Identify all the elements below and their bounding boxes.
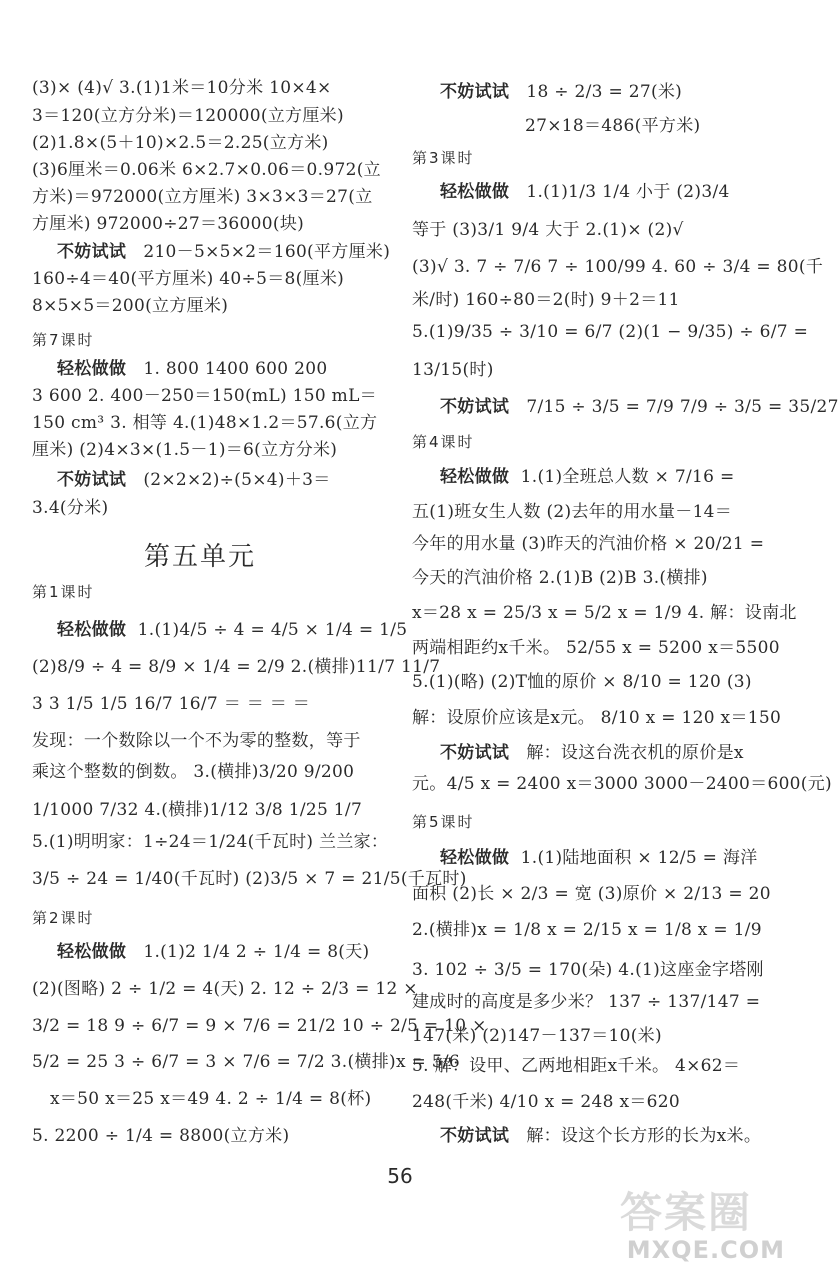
page-number: 56 bbox=[387, 1164, 413, 1188]
section-label: 不妨试试 bbox=[440, 82, 510, 102]
text-line: 五(1)班女生人数 (2)去年的用水量－14＝ bbox=[412, 502, 733, 522]
text-line: 面积 (2)长 × 2/3 = 宽 (3)原价 × 2/13 = 20 bbox=[412, 884, 771, 904]
text-line: 3.4(分米) bbox=[32, 498, 109, 518]
section-label: 不妨试试 bbox=[440, 743, 510, 763]
text-line: 发现：一个数除以一个不为零的整数，等于 bbox=[32, 731, 361, 751]
lesson-heading: 第7课时 bbox=[32, 331, 95, 349]
text-line: x＝50 x＝25 x＝49 4. 2 ÷ 1/4 = 8(杯) bbox=[50, 1089, 372, 1109]
unit-title: 第五单元 bbox=[143, 542, 256, 572]
text-line bbox=[57, 240, 390, 264]
lesson-heading: 第1课时 bbox=[32, 583, 95, 601]
lesson-heading: 第4课时 bbox=[412, 433, 475, 451]
text-line: 今年的用水量 (3)昨天的汽油价格 × 20/21 = bbox=[412, 534, 765, 554]
text-line: 3. 102 ÷ 3/5 = 170(朵) 4.(1)这座金字塔刚 bbox=[412, 960, 764, 980]
text-line: 3 3 1/5 1/5 16/7 16/7 ＝ ＝ ＝ ＝ bbox=[32, 694, 311, 714]
text-content: 18 ÷ 2/3 = 27(米) bbox=[526, 82, 683, 102]
section-label: 不妨试试 bbox=[57, 470, 127, 490]
text-content: 210－5×5×2＝160(平方厘米) bbox=[143, 242, 391, 262]
text-line: 方米)＝972000(立方厘米) 3×3×3＝27(立 bbox=[32, 187, 373, 207]
text-content: 7/15 ÷ 3/5 = 7/9 7/9 ÷ 3/5 = 35/27 bbox=[526, 397, 839, 417]
text-line: 3 600 2. 400－250＝150(mL) 150 mL＝ bbox=[32, 386, 377, 406]
text-line: 等于 (3)3/1 9/4 大于 2.(1)× (2)√ bbox=[412, 220, 684, 240]
section-label: 不妨试试 bbox=[440, 1126, 510, 1146]
text-line: x＝28 x = 25/3 x = 5/2 x = 1/9 4. 解：设南北 bbox=[412, 603, 797, 623]
text-line: 元。4/5 x = 2400 x＝3000 3000－2400＝600(元) bbox=[412, 774, 832, 794]
text-line: 248(千米) 4/10 x = 248 x＝620 bbox=[412, 1092, 681, 1112]
text-content: 1.(1)全班总人数 × 7/16 = bbox=[520, 467, 735, 487]
text-line: 5.(1)明明家：1÷24＝1/24(千瓦时) 兰兰家： bbox=[32, 832, 389, 852]
text-line: 3/5 ÷ 24 = 1/40(千瓦时) (2)3/5 × 7 = 21/5(千瓦时) bbox=[32, 869, 467, 889]
text-line: (2)1.8×(5＋10)×2.5＝2.25(立方米) bbox=[32, 133, 329, 153]
text-line: 米/时) 160÷80＝2(时) 9＋2＝11 bbox=[412, 290, 680, 310]
lesson-heading: 第3课时 bbox=[412, 149, 475, 167]
text-line: 2.(横排)x = 1/8 x = 2/15 x = 1/8 x = 1/9 bbox=[412, 920, 762, 940]
text-line: 160÷4＝40(平方厘米) 40÷5＝8(厘米) bbox=[32, 269, 345, 289]
section-label: 轻松做做 bbox=[57, 359, 127, 379]
text-line bbox=[57, 357, 327, 381]
text-line bbox=[440, 180, 730, 204]
text-line: 13/15(时) bbox=[412, 360, 494, 380]
text-line: 解：设原价应该是x元。 8/10 x = 120 x＝150 bbox=[412, 708, 782, 728]
section-label: 不妨试试 bbox=[57, 242, 127, 262]
text-line: (3)6厘米＝0.06米 6×2.7×0.06＝0.972(立 bbox=[32, 160, 381, 180]
text-line bbox=[57, 940, 369, 964]
text-content: 1.(1)2 1/4 2 ÷ 1/4 = 8(天) bbox=[143, 942, 370, 962]
text-line bbox=[440, 1124, 761, 1148]
text-line: 8×5×5＝200(立方厘米) bbox=[32, 296, 229, 316]
text-content: 1. 800 1400 600 200 bbox=[143, 359, 328, 379]
text-line: 厘米) (2)4×3×(1.5－1)＝6(立方分米) bbox=[32, 440, 338, 460]
text-line: 乘这个整数的倒数。 3.(横排)3/20 9/200 bbox=[32, 762, 355, 782]
text-line bbox=[440, 80, 682, 104]
text-line: 150 cm³ 3. 相等 4.(1)48×1.2＝57.6(立方 bbox=[32, 413, 378, 433]
text-line: (2)8/9 ÷ 4 = 8/9 × 1/4 = 2/9 2.(横排)11/7 11/7 bbox=[32, 657, 441, 677]
text-line: 3＝120(立方分米)＝120000(立方厘米) bbox=[32, 106, 344, 126]
section-label: 轻松做做 bbox=[57, 620, 127, 640]
text-content: 1.(1)4/5 ÷ 4 = 4/5 × 1/4 = 1/5 bbox=[137, 620, 408, 640]
lesson-heading: 第5课时 bbox=[412, 813, 475, 831]
section-label: 轻松做做 bbox=[57, 942, 127, 962]
text-content: 解：设这台洗衣机的原价是x bbox=[526, 743, 744, 763]
text-line: 1/1000 7/32 4.(横排)1/12 3/8 1/25 1/7 bbox=[32, 800, 363, 820]
section-label: 轻松做做 bbox=[440, 467, 510, 487]
text-line: (2)(图略) 2 ÷ 1/2 = 4(天) 2. 12 ÷ 2/3 = 12 × bbox=[32, 979, 418, 999]
text-line: 两端相距约x千米。 52/55 x = 5200 x＝5500 bbox=[412, 638, 780, 658]
text-line bbox=[57, 618, 407, 642]
text-line bbox=[440, 846, 758, 870]
text-content: 1.(1)1/3 1/4 小于 (2)3/4 bbox=[526, 182, 730, 202]
watermark-logo: 答案圈 bbox=[620, 1188, 753, 1237]
text-line: 27×18＝486(平方米) bbox=[525, 116, 701, 136]
text-line: (3)√ 3. 7 ÷ 7/6 7 ÷ 100/99 4. 60 ÷ 3/4 = 80(千 bbox=[412, 257, 824, 277]
text-line bbox=[440, 465, 735, 489]
text-line bbox=[440, 395, 839, 419]
text-line: 5.(1)9/35 ÷ 3/10 = 6/7 (2)(1 − 9/35) ÷ 6/7 = bbox=[412, 322, 809, 342]
text-line: 5. 2200 ÷ 1/4 = 8800(立方米) bbox=[32, 1126, 290, 1146]
text-line: 147(米) (2)147－137＝10(米) bbox=[412, 1026, 662, 1046]
text-line: 今天的汽油价格 2.(1)B (2)B 3.(横排) bbox=[412, 568, 708, 588]
text-line: 建成时的高度是多少米？ 137 ÷ 137/147 = bbox=[412, 992, 761, 1012]
text-line bbox=[440, 741, 744, 765]
text-line: 3/2 = 18 9 ÷ 6/7 = 9 × 7/6 = 21/2 10 ÷ 2/5 = 10 × bbox=[32, 1016, 487, 1036]
section-label: 轻松做做 bbox=[440, 848, 510, 868]
section-label: 不妨试试 bbox=[440, 397, 510, 417]
text-content: 1.(1)陆地面积 × 12/5 = 海洋 bbox=[520, 848, 758, 868]
section-label: 轻松做做 bbox=[440, 182, 510, 202]
text-line: 方厘米) 972000÷27＝36000(块) bbox=[32, 214, 305, 234]
text-content: 解：设这个长方形的长为x米。 bbox=[526, 1126, 762, 1146]
text-content: (2×2×2)÷(5×4)＋3＝ bbox=[143, 470, 331, 490]
text-line bbox=[57, 468, 331, 492]
lesson-heading: 第2课时 bbox=[32, 909, 95, 927]
watermark-url: MXQE.COM bbox=[626, 1236, 785, 1264]
text-line: (3)× (4)√ 3.(1)1米＝10分米 10×4× bbox=[32, 78, 332, 98]
text-line: 5/2 = 25 3 ÷ 6/7 = 3 × 7/6 = 7/2 3.(横排)x = 5/6 bbox=[32, 1052, 461, 1072]
text-line: 5. 解：设甲、乙两地相距x千米。 4×62＝ bbox=[412, 1056, 741, 1076]
text-line: 5.(1)(略) (2)T恤的原价 × 8/10 = 120 (3) bbox=[412, 672, 752, 692]
